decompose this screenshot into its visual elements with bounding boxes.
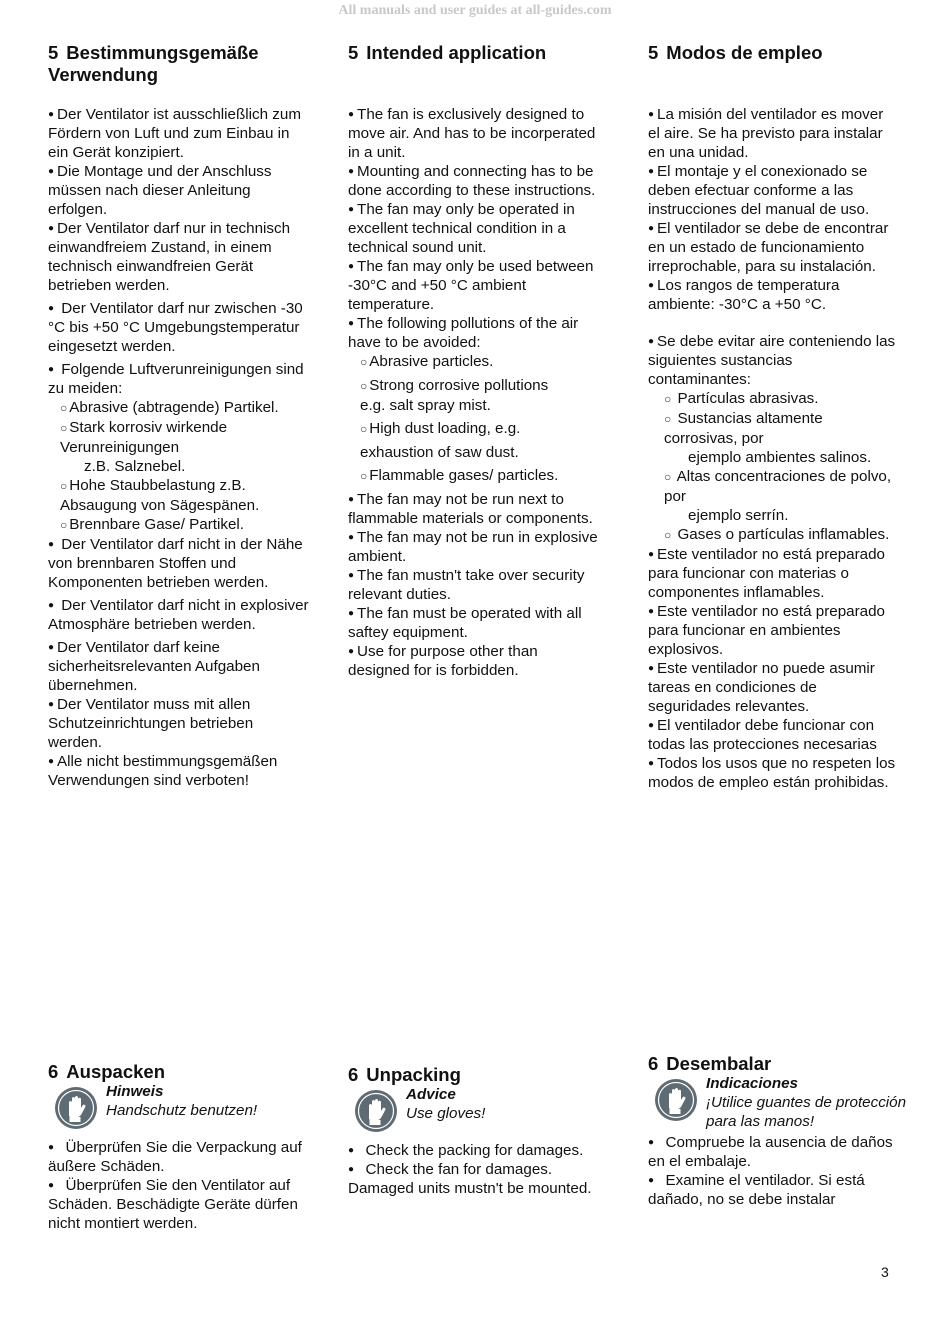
- bullet-item: ● Mounting and connecting has to be done according to these instructions.: [348, 163, 596, 199]
- bullet-item: ● Alle nicht bestimmungsgemäßen Verwendungen sind verboten!: [48, 753, 278, 789]
- bullet-item: ● Este ventilador no puede asumir tareas en condiciones de seguridades relevantes.: [648, 660, 875, 715]
- bullet-item: ● Check the fan for damages. Damaged units mustn't be mounted.: [348, 1161, 592, 1197]
- bullet-item: ● The fan may only be operated in excellent technical condition in a technical sound unit.: [348, 201, 575, 256]
- bullet-item: ● Este ventilador no está preparado para funcionar en ambientes explosivos.: [648, 603, 886, 658]
- bullet-item: ● The fan may not be run in explosive ambient.: [348, 529, 598, 565]
- bullet-item: ● Compruebe la ausencia de daños en el embalaje.: [648, 1134, 893, 1170]
- section-title: 5 Intended application: [348, 42, 547, 63]
- sub-item: ○ Altas concentraciones de polvo, por: [664, 468, 892, 505]
- bullet-item: ● Der Ventilator muss mit allen Schutzeinrichtungen betrieben werden.: [48, 696, 254, 751]
- bullet-item: ● The fan may only be used between -30°C and +50 °C ambient temperature.: [348, 258, 594, 313]
- section-5-spanish: 5 Modos de empleo ● La misión del ventilador es mover el aire. Se ha previsto para instalar en una unidad. ● El montaje y el conexionado se deben efectuar conforme a las instrucciones del manual de uso. ● El ventilador se debe de encontrar en un estado de funcionamiento irreprochable, para su instalación. ● Los rangos de temperatura ambiente: -30°C a +50 °C. ● Se debe evitar aire conteniendo las siguientes sustancias contaminantes: ○ Partículas abrasivas. ○ Sustancias altamente corrosivas, por ejemplo ambientes salinos. ○ Altas concentraciones de polvo, por ejemplo serrín. ○ Gases o partículas inflamables. ● Este ventilador no está preparado para funcionar con materias o componentes inflamables. ● Este ventilador no está preparado para funcionar en ambientes explosivos. ● Este ventilador no puede asumir tareas en condiciones de seguridades relevantes. ● El ventilador debe funcionar con todas las protecciones necesarias ● Todos los usos que no respeten los modos de empleo están prohibidas.: [648, 42, 898, 792]
- bullet-item: ● Der Ventilator darf keine sicherheitsrelevanten Aufgaben übernehmen.: [48, 639, 260, 694]
- bullet-item: ● El ventilador se debe de encontrar en un estado de funcionamiento irreprochable, para su instalación.: [648, 220, 889, 275]
- bullet-item: ● Der Ventilator darf nur in technisch einwandfreiem Zustand, in einem technisch einwandfreien Gerät betrieben werden.: [48, 220, 291, 294]
- bullet-item: ● Der Ventilator darf nur zwischen -30 °C bis +50 °C Umgebungstemperatur eingesetzt werden.: [48, 300, 303, 355]
- sub-item: ○ Gases o partículas inflamables.: [664, 526, 890, 543]
- bullet-item: ● Der Ventilator ist ausschließlich zum Fördern von Luft und zum Einbau in ein Gerät konzipiert.: [48, 106, 301, 161]
- bullet-item: ● El montaje y el conexionado se deben efectuar conforme a las instrucciones del manual de uso.: [648, 163, 870, 218]
- gloves-mandatory-icon: [654, 1078, 698, 1122]
- sub-item: ○ High dust loading, e.g.: [360, 420, 521, 437]
- sub-item: ○ Stark korrosiv wirkende Verunreinigungen: [60, 419, 228, 456]
- bullet-item: ● Überprüfen Sie die Verpackung auf äußere Schäden.: [48, 1139, 302, 1175]
- section-title: 5 Bestimmungsgemäße Verwendung: [48, 42, 259, 85]
- bullet-item: ● Der Ventilator darf nicht in der Nähe von brennbaren Stoffen und Komponenten betrieben werden.: [48, 536, 303, 591]
- bullet-item: ● Überprüfen Sie den Ventilator auf Schäden. Beschädigte Geräte dürfen nicht montiert werden.: [48, 1177, 298, 1232]
- section-5-english: 5 Intended application ● The fan is exclusively designed to move air. And has to be incorperated in a unit. ● Mounting and connecting has to be done according to these instructions. ● The fan may only be operated in excellent technical condition in a technical sound unit. ● The fan may only be used between -30°C and +50 °C ambient temperature. ● The following pollutions of the air have to be avoided: ○ Abrasive particles. ○ Strong corrosive pollutions e.g. salt spray mist. ○ High dust loading, e.g. exhaustion of saw dust. ○ Flammable gases/ particles. ● The fan may not be run next to flammable materials or components. ● The fan may not be run in explosive ambient. ● The fan mustn't take over security relevant duties. ● The fan must be operated with all saftey equipment. ● Use for purpose other than designed for is forbidden.: [348, 42, 598, 679]
- section-title: 6 Desembalar: [648, 1053, 772, 1074]
- section-title: 5 Modos de empleo: [648, 42, 823, 63]
- bullet-item: ● Los rangos de temperatura ambiente: -30°C a +50 °C.: [648, 277, 840, 313]
- sub-item: ○ Hohe Staubbelastung z.B. Absaugung von Sägespänen.: [60, 477, 260, 514]
- watermark: All manuals and user guides at all-guides.com: [338, 3, 612, 18]
- advice-note: Indicaciones ¡Utilice guantes de protección para las manos!: [648, 1074, 920, 1131]
- bullet-item: ● The following pollutions of the air have to be avoided:: [348, 315, 579, 351]
- bullet-item: ● El ventilador debe funcionar con todas las protecciones necesarias: [648, 717, 877, 753]
- section-6-english: [348, 1064, 598, 1198]
- bullet-item: ● The fan mustn't take over security relevant duties.: [348, 567, 585, 603]
- sub-item: ○ Sustancias altamente corrosivas, por: [664, 410, 823, 447]
- bullet-item: ● Examine el ventilador. Si está dañado, no se debe instalar: [648, 1172, 865, 1208]
- sub-item: ○ Abrasive particles.: [360, 353, 494, 370]
- bullet-item: ● The fan must be operated with all saftey equipment.: [348, 605, 582, 641]
- advice-note: Hinweis Handschutz benutzen!: [48, 1082, 310, 1130]
- bullet-item: ● Se debe evitar aire conteniendo las siguientes sustancias contaminantes:: [648, 333, 896, 388]
- bullet-item: ● Este ventilador no está preparado para funcionar con materias o componentes inflamables.: [648, 546, 886, 601]
- sub-item: ○ Flammable gases/ particles.: [360, 467, 559, 484]
- sub-item: ○ Brennbare Gase/ Partikel.: [60, 516, 244, 533]
- gloves-mandatory-icon: [54, 1086, 98, 1130]
- section-6-german: [48, 1061, 310, 1233]
- section-5-german: 5 Bestimmungsgemäße Verwendung ● Der Ventilator ist ausschließlich zum Fördern von Luft und zum Einbau in ein Gerät konzipiert. ● Die Montage und der Anschluss müssen nach dieser Anleitung erfolgen. ● Der Ventilator darf nur in technisch einwandfreiem Zustand, in einem technisch einwandfreien Gerät betrieben werden. ● Der Ventilator darf nur zwischen -30 °C bis +50 °C Umgebungstemperatur eingesetzt werden. ● Folgende Luftverunreinigungen sind zu meiden: ○ Abrasive (abtragende) Partikel. ○ Stark korrosiv wirkende Verunreinigungen z.B. Salznebel. ○ Hohe Staubbelastung z.B. Absaugung von Sägespänen. ○ Brennbare Gase/ Partikel. ● Der Ventilator darf nicht in der Nähe von brennbaren Stoffen und Komponenten betrieben werden. ● Der Ventilator darf nicht in explosiver Atmosphäre betrieben werden. ● Der Ventilator darf keine sicherheitsrelevanten Aufgaben übernehmen. ● Der Ventilator muss mit allen Schutzeinrichtungen betrieben werden. ● Alle nicht bestimmungsgemäßen Verwendungen sind verboten!: [48, 42, 309, 789]
- section-title: 6 Unpacking: [348, 1064, 461, 1085]
- gloves-mandatory-icon: [354, 1089, 398, 1133]
- page-number: 3: [881, 1264, 889, 1280]
- section-title: 6 Auspacken: [48, 1061, 166, 1082]
- sub-item: ○ Abrasive (abtragende) Partikel.: [60, 399, 279, 416]
- section-6-spanish: [648, 1053, 920, 1209]
- sub-item: ○ Partículas abrasivas.: [664, 390, 819, 407]
- sub-item: ○ Strong corrosive pollutions: [360, 377, 549, 394]
- bullet-item: ● Use for purpose other than designed for is forbidden.: [348, 643, 538, 679]
- bullet-item: ● The fan is exclusively designed to move air. And has to be incorperated in a unit.: [348, 106, 596, 161]
- bullet-item: ● Der Ventilator darf nicht in explosiver Atmosphäre betrieben werden.: [48, 597, 309, 633]
- bullet-item: ● Check the packing for damages.: [348, 1142, 584, 1159]
- bullet-item: ● The fan may not be run next to flammable materials or components.: [348, 491, 593, 527]
- bullet-item: ● Todos los usos que no respeten los modos de empleo están prohibidas.: [648, 755, 896, 791]
- bullet-item: ● Die Montage und der Anschluss müssen nach dieser Anleitung erfolgen.: [48, 163, 272, 218]
- bullet-item: ● La misión del ventilador es mover el aire. Se ha previsto para instalar en una unidad.: [648, 106, 884, 161]
- bullet-item: ● Folgende Luftverunreinigungen sind zu meiden:: [48, 361, 304, 397]
- advice-note: Advice Use gloves!: [348, 1085, 598, 1133]
